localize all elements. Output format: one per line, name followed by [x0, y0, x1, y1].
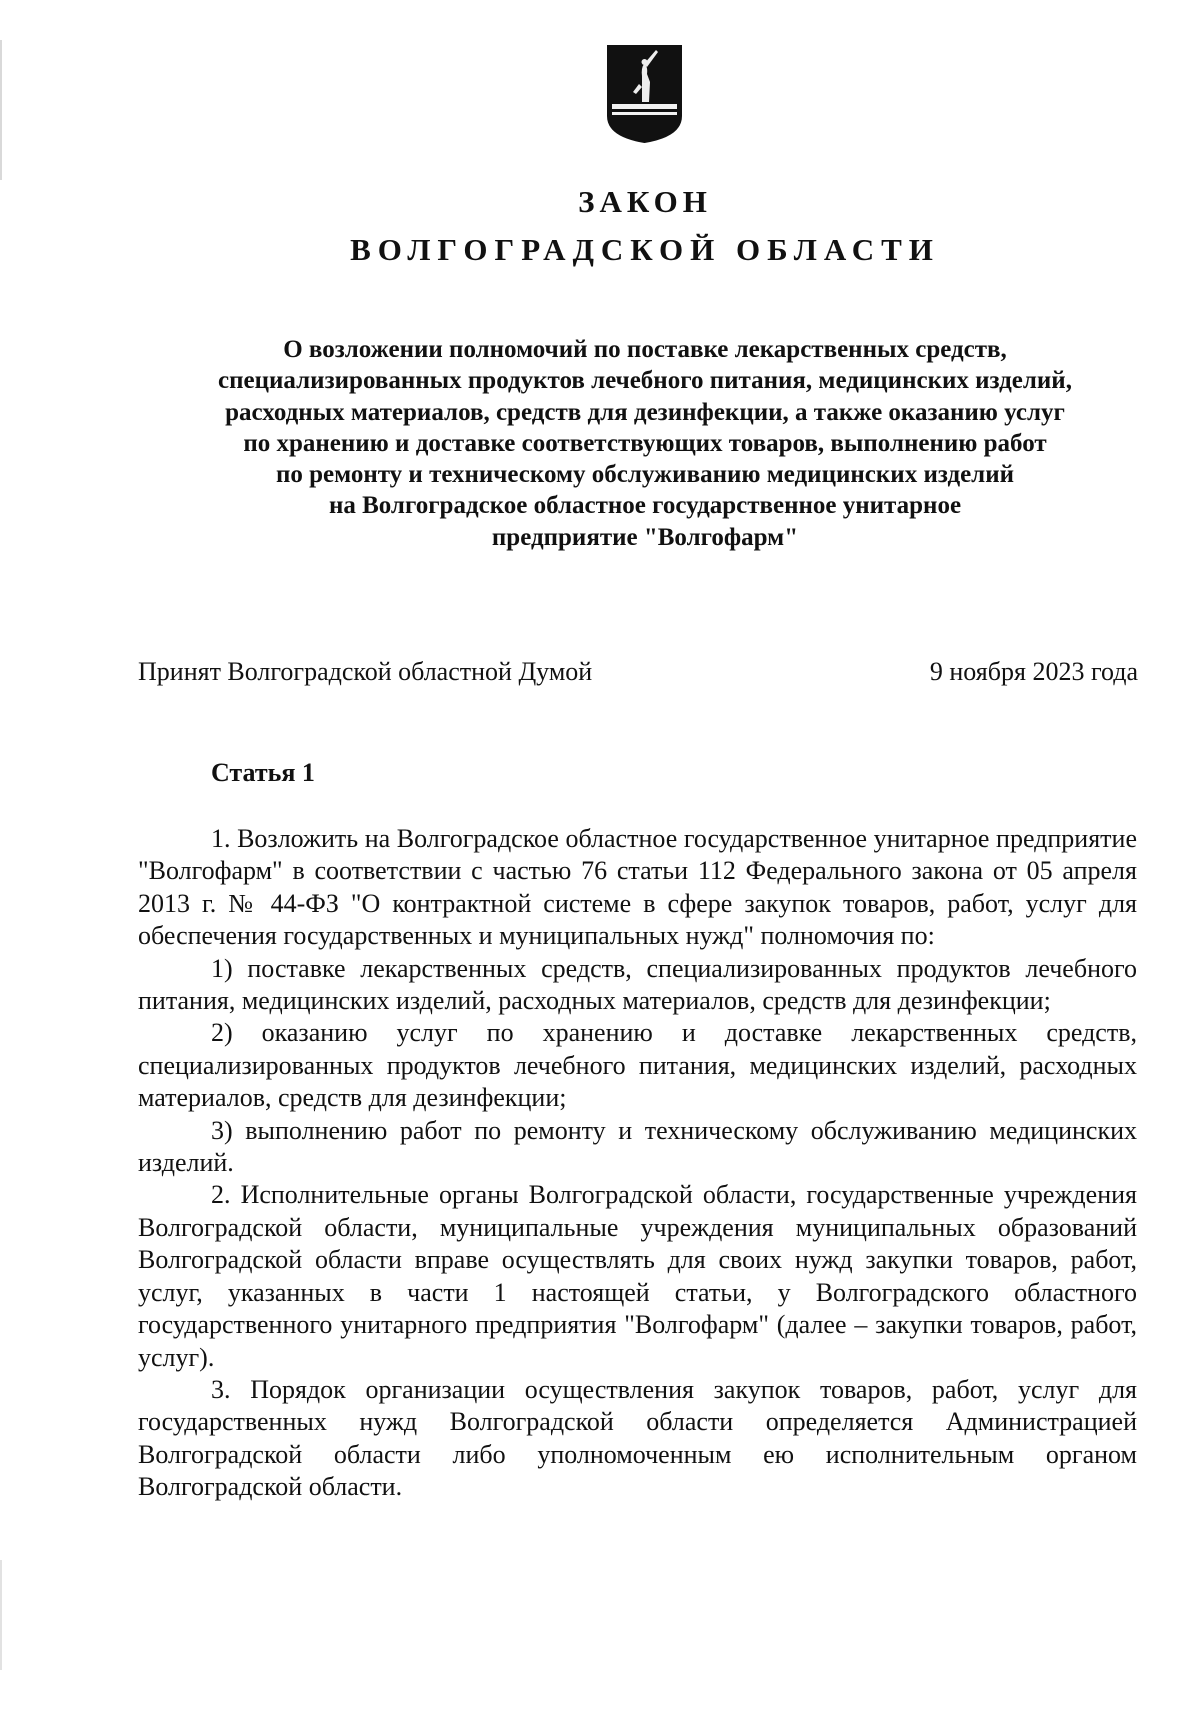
subject-line: расходных материалов, средств для дезинфекции, а также оказанию услуг [225, 398, 1065, 426]
subject-line: предприятие "Волгофарм" [491, 523, 799, 551]
article-paragraph: 3) выполнению работ по ремонту и техническому обслуживанию медицинских изделий. [138, 1115, 1137, 1178]
subject-line: специализированных продуктов лечебного питания, медицинских изделий, [218, 367, 1072, 395]
coat-of-arms-icon [606, 44, 683, 144]
subject-line: по ремонту и техническому обслуживанию медицинских изделий [275, 461, 1015, 489]
scan-edge-mark [0, 40, 2, 180]
scan-edge-mark [0, 1560, 2, 1670]
article-paragraph: 3. Порядок организации осуществления закупок товаров, работ, услуг для государственных нужд Волгоградской области определяется Администрацией Волгоградской области либо уполномоченным ею исполнительным органом Волгоградской области. [138, 1374, 1137, 1502]
article-body [138, 823, 1137, 1504]
article-paragraph: 1. Возложить на Волгоградское областное государственное унитарное предприятие "Волгофарм" в соответствии с частью 76 статьи 112 Федерального закона от 05 апреля 2013 г. № 44-ФЗ "О контрактной системе в сфере закупок товаров, работ, услуг для обеспечения государственных и муниципальных нужд" полномочия по: [138, 824, 1137, 951]
issuer-title: ВОЛГОГРАДСКОЙ ОБЛАСТИ [350, 232, 940, 267]
subject-line: на Волгоградское областное государственное унитарное [328, 492, 962, 520]
adopted-date: 9 ноября 2023 года [929, 657, 1138, 686]
article-heading: Статья 1 [211, 758, 315, 787]
subject-line: О возложении полномочий по поставке лекарственных средств, [283, 336, 1007, 363]
subject-line: по хранению и доставке соответствующих товаров, выполнению работ [243, 429, 1047, 457]
article-paragraph: 2. Исполнительные органы Волгоградской области, государственные учреждения Волгоградской области, муниципальные учреждения муниципальных образований Волгоградской области вправе осуществлять для своих нужд закупки товаров, работ, услуг, указанных в части 1 настоящей статьи, у Волгоградского областного государственного унитарного предприятия "Волгофарм" (далее – закупки товаров, работ, услуг). [138, 1180, 1137, 1372]
article-paragraph: 2) оказанию услуг по хранению и доставке лекарственных средств, специализированных продуктов лечебного питания, медицинских изделий, расходных материалов, средств для дезинфекции; [138, 1018, 1137, 1113]
law-subject-title [150, 334, 1140, 553]
article-paragraph: 1) поставке лекарственных средств, специализированных продуктов лечебного питания, медицинских изделий, расходных материалов, средств для дезинфекции; [138, 953, 1137, 1016]
document-type-title: ЗАКОН [578, 184, 712, 219]
adopted-by: Принят Волгоградской областной Думой [138, 657, 593, 686]
